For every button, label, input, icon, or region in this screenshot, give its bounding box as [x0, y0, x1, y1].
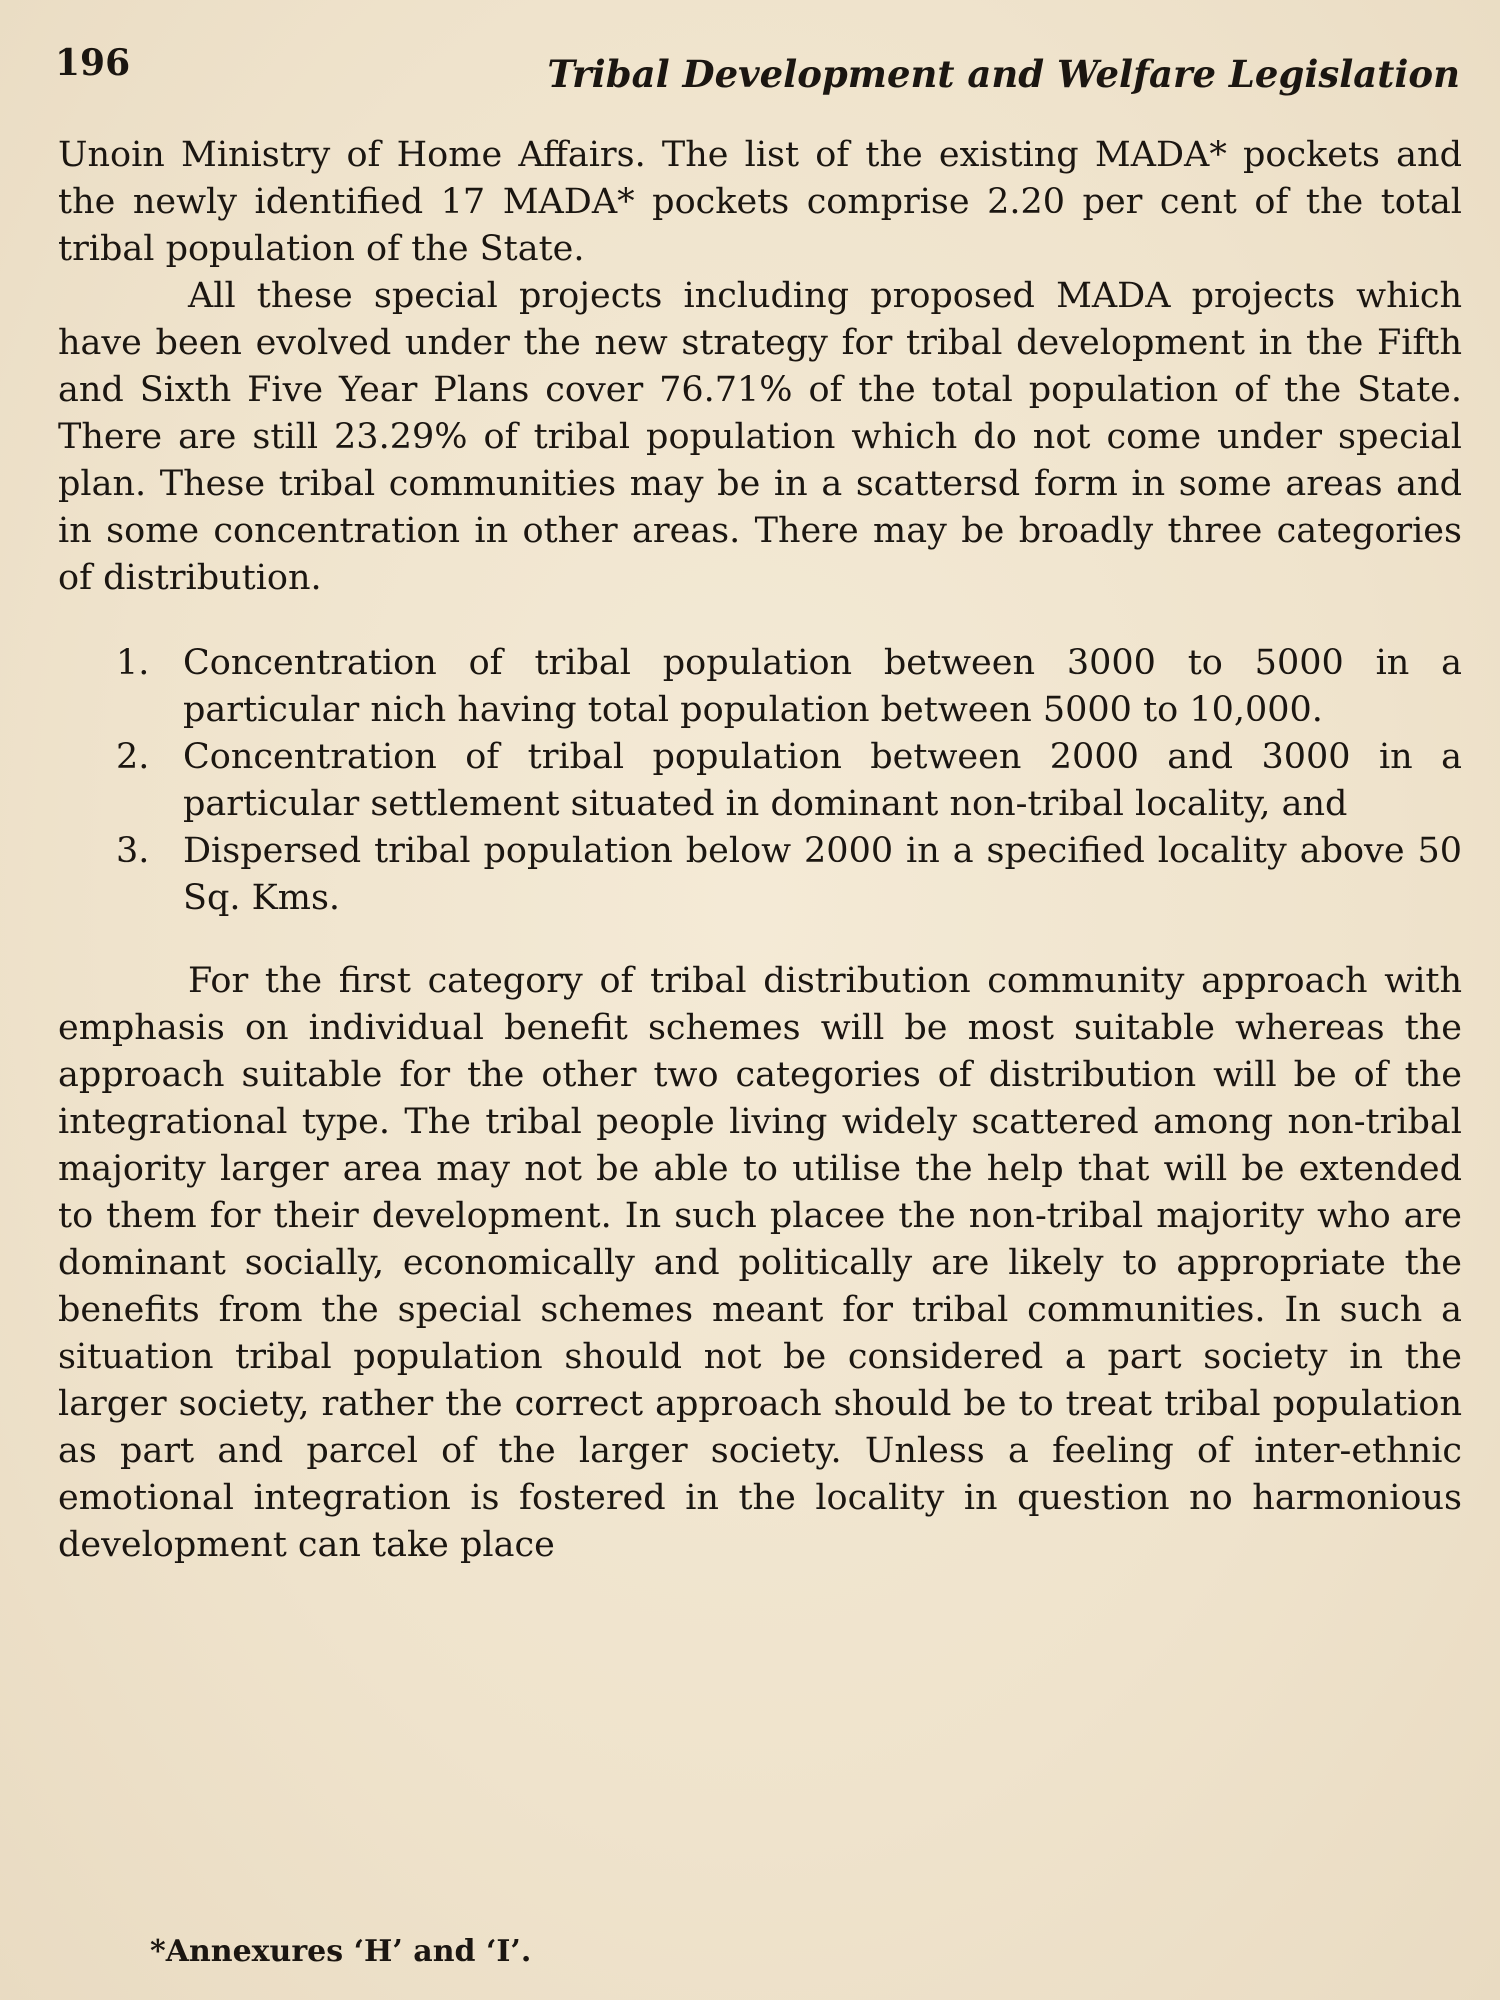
- spacer: [58, 922, 1462, 958]
- list-item-number: 2.: [116, 737, 150, 777]
- running-title: Tribal Development and Welfare Legislation: [547, 52, 1460, 96]
- paragraph-3: For the first category of tribal distribution community approach with emphasis on individual benefit schemes will be most suitable whereas the approach suitable for the other two categories of distribution will be of the integrational type. The tribal people living widely scattered among non-tribal majority larger area may not be able to utilise the help that will be extended to them for their development. In such placee the non-tribal majority who are dominant socially, economically and politically are likely to appropriate the benefits from the special schemes meant for tribal communities. In such a situation tribal population should not be considered a part society in the larger society, rather the correct approach should be to treat tribal population as part and parcel of the larger society. Unless a feeling of inter-ethnic emotional integration is fostered in the locality in question no harmonious development can take place: [58, 961, 1462, 1565]
- list-item-number: 1.: [116, 643, 150, 683]
- distribution-categories-list: [58, 640, 1462, 922]
- paragraph-1: Unoin Ministry of Home Affairs. The list of the existing MADA* pockets and the newly identified 17 MADA* pockets comprise 2.20 per cent of the total tribal population of the State.: [58, 135, 1462, 269]
- list-item: [58, 734, 1462, 828]
- list-item: [58, 828, 1462, 922]
- list-item-text: Dispersed tribal population below 2000 in a specified locality above 50 Sq. Kms.: [183, 831, 1462, 918]
- body-text: [58, 132, 1462, 1569]
- list-item: [58, 640, 1462, 734]
- list-item-text: Concentration of tribal population between 2000 and 3000 in a particular settlement situated in dominant non-tribal locality, and: [183, 737, 1462, 824]
- page-number: 196: [55, 42, 131, 84]
- list-item-text: Concentration of tribal population between 3000 to 5000 in a particular nich having total population between 5000 to 10,000.: [183, 643, 1462, 730]
- spacer: [58, 602, 1462, 640]
- list-item-number: 3.: [116, 831, 150, 871]
- paragraph-2: All these special projects including proposed MADA projects which have been evolved under the new strategy for tribal development in the Fifth and Sixth Five Year Plans cover 76.71% of the total population of the State. There are still 23.29% of tribal population which do not come under special plan. These tribal communities may be in a scattersd form in some areas and in some concentration in other areas. There may be broadly three categories of distribution.: [58, 276, 1462, 598]
- footnote: *Annexures ‘H’ and ‘I’.: [150, 1934, 532, 1969]
- running-head: [55, 42, 1460, 102]
